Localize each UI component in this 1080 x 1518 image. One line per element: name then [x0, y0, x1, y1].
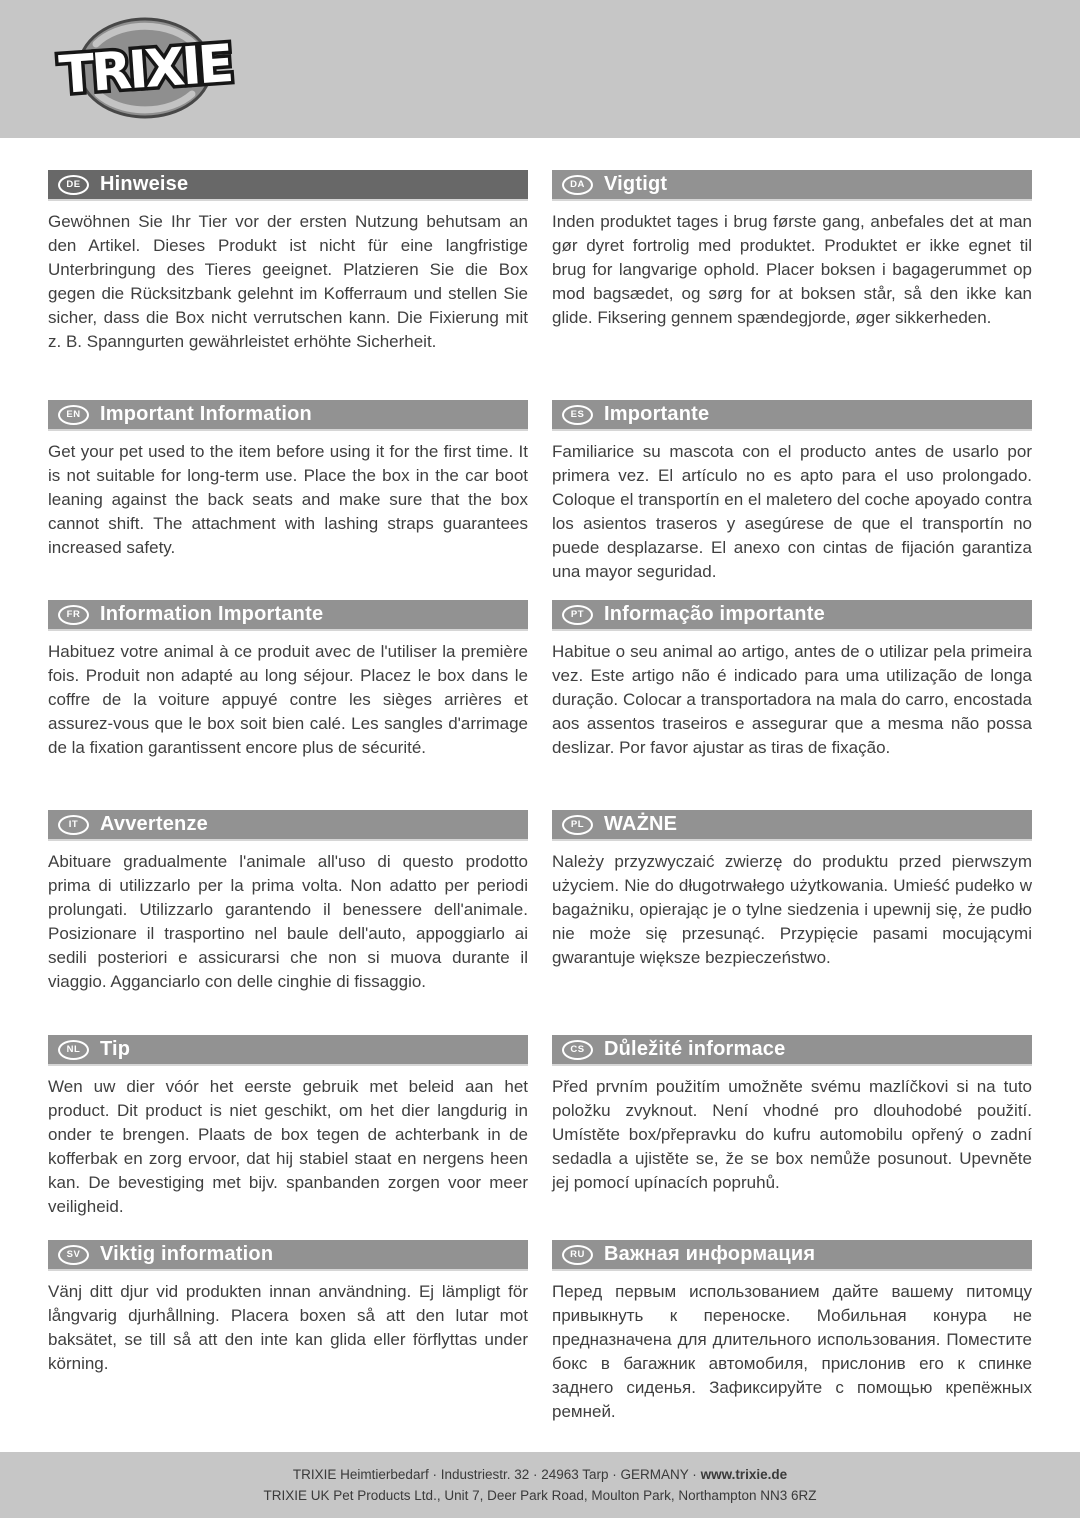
section-title-de: Hinweise — [100, 173, 189, 195]
header-band — [0, 0, 1080, 138]
language-badge-es-icon: ES — [562, 405, 593, 425]
content — [48, 138, 1032, 1452]
language-badge-da-icon: DA — [562, 175, 593, 195]
section-body-pt: Habitue o seu animal ao artigo, antes de o utilizar pela primeira vez. Este artigo não é indicado para uma utilização de longa duração. Colocar a transportadora na mala do carro, encostada aos assentos traseiros e assegurar que a mesma não possa deslizar. Por favor ajustar as tiras de fixação. — [552, 642, 1032, 757]
section-body-ru: Перед первым использованием дайте вашему питомцу привыкнуть к переноске. Мобильная конура не предназначена для длительного использования. Поместите бокс в багажник автомобиля, прислонив его к спинке заднего сиденья. Зафиксируйте с помощью крепёжных ремней. — [552, 1282, 1032, 1421]
footer-website: www.trixie.de — [700, 1466, 788, 1482]
section-header-cs — [552, 1035, 1032, 1066]
row-sv-ru — [48, 1240, 1032, 1452]
section-cs — [552, 1035, 1032, 1195]
row-de-da — [48, 170, 1032, 400]
section-da — [552, 170, 1032, 330]
language-badge-ru-icon: RU — [562, 1245, 593, 1265]
language-badge-pl-icon: PL — [562, 815, 593, 835]
section-header-pl — [552, 810, 1032, 841]
footer-line-germany — [293, 1466, 787, 1484]
section-header-fr — [48, 600, 528, 631]
language-badge-sv-icon: SV — [58, 1245, 89, 1265]
section-title-pl: WAŻNE — [604, 813, 678, 835]
language-badge-cs-icon: CS — [562, 1040, 593, 1060]
section-pt — [552, 600, 1032, 760]
section-body-en: Get your pet used to the item before using it for the first time. It is not suitable for long-term use. Place the box in the car boot leaning against the back seats and make sure that the box cannot shift. The attachment with lashing straps guarantees increased safety. — [48, 442, 528, 557]
language-badge-en-icon: EN — [58, 405, 89, 425]
section-header-it — [48, 810, 528, 841]
row-fr-pt — [48, 600, 1032, 810]
section-title-es: Importante — [604, 403, 710, 425]
section-header-ru — [552, 1240, 1032, 1271]
section-title-ru: Важная информация — [604, 1243, 816, 1265]
section-header-sv — [48, 1240, 528, 1271]
section-title-da: Vigtigt — [604, 173, 668, 195]
section-es — [552, 400, 1032, 584]
language-badge-nl-icon: NL — [58, 1040, 89, 1060]
section-title-fr: Information Importante — [100, 603, 324, 625]
language-badge-it-icon: IT — [58, 815, 89, 835]
section-body-nl: Wen uw dier vóór het eerste gebruik met beleid aan het product. Dit product is niet geschikt, om het dier langdurig in onder te brengen. Plaats de box tegen de achterbank in de kofferbak en zorg ervoor, dat hij stabiel staat en nergens heen kan. De bevestiging met bijv. spanbanden zorgen voor meer veiligheid. — [48, 1077, 528, 1216]
section-body-pl: Należy przyzwyczaić zwierzę do produktu przed pierwszym użyciem. Nie do długotrwałego użytkowania. Umieść pudełko w bagażniku, opierając je o tylne siedzenia i upewnij się, że pudło nie może się przesunąć. Przypięcie pasami mocującymi gwarantuje większe bezpieczeństwo. — [552, 852, 1032, 967]
section-title-it: Avvertenze — [100, 813, 208, 835]
row-it-pl — [48, 810, 1032, 1035]
section-pl — [552, 810, 1032, 970]
section-de — [48, 170, 528, 354]
section-nl — [48, 1035, 528, 1219]
trixie-logo — [40, 10, 250, 128]
section-body-sv: Vänj ditt djur vid produkten innan användning. Ej lämpligt för långvarig djurhållning. Placera boxen så att den lutar mot baksätet, se till så att den inte kan glida eller förflyttas under körning. — [48, 1282, 528, 1373]
footer-address-de: TRIXIE Heimtierbedarf · Industriestr. 32 · 24963 Tarp · GERMANY · — [292, 1466, 701, 1482]
section-fr — [48, 600, 528, 760]
section-header-en — [48, 400, 528, 431]
language-badge-pt-icon: PT — [562, 605, 593, 625]
section-sv — [48, 1240, 528, 1376]
section-title-nl: Tip — [100, 1038, 131, 1060]
section-title-cs: Důležité informace — [604, 1038, 786, 1060]
language-badge-fr-icon: FR — [58, 605, 89, 625]
section-body-da: Inden produktet tages i brug første gang, anbefales det at man gør dyret fortrolig med produktet. Produktet er ikke egnet til brug for langvarige ophold. Placer boksen i bagagerummet op mod bagsædet, og sørg for at boksen står, så den ikke kan glide. Fiksering gennem spændegjorde, øger sikkerheden. — [552, 212, 1032, 327]
section-body-cs: Před prvním použitím umožněte svému mazlíčkovi si na tuto položku zvyknout. Není vhodné pro dlouhodobé použití. Umístěte box/přepravku do kufru automobilu opřený o zadní sedadla a ujistěte se, že se box nemůže posunout. Upevněte jej pomocí upínacích popruhů. — [552, 1077, 1032, 1192]
row-nl-cs — [48, 1035, 1032, 1240]
footer-line-uk: TRIXIE UK Pet Products Ltd., Unit 7, Deer Park Road, Moulton Park, Northampton NN3 6RZ — [263, 1487, 817, 1503]
section-body-es: Familiarice su mascota con el producto antes de usarlo por primera vez. El artículo no es apto para el uso prolongado. Coloque el transportín en el maletero del coche apoyado contra los asientos traseros y asegúrese de que el transportín no puede desplazarse. El anexo con cintas de fijación garantiza una mayor seguridad. — [552, 442, 1032, 581]
section-header-da — [552, 170, 1032, 201]
section-title-en: Important Information — [100, 403, 312, 425]
section-ru — [552, 1240, 1032, 1424]
section-title-pt: Informação importante — [604, 603, 825, 625]
section-title-sv: Viktig information — [100, 1243, 274, 1265]
section-header-es — [552, 400, 1032, 431]
section-body-fr: Habituez votre animal à ce produit avec de l'utiliser la première fois. Produit non adapté au long séjour. Placez le box dans le coffre de la voiture appuyé contre les sièges arrières et assurez-vous que le box soit bien calé. Les sangles d'arrimage de la fixation garantissent encore plus de sécurité. — [48, 642, 528, 757]
footer-band — [0, 1452, 1080, 1518]
section-header-pt — [552, 600, 1032, 631]
section-header-de — [48, 170, 528, 201]
section-header-nl — [48, 1035, 528, 1066]
language-badge-de-icon: DE — [58, 175, 89, 195]
row-en-es — [48, 400, 1032, 600]
section-en — [48, 400, 528, 560]
section-body-de: Gewöhnen Sie Ihr Tier vor der ersten Nutzung behutsam an den Artikel. Dieses Produkt ist nicht für eine langfristige Unterbringung des Tieres geeignet. Platzieren Sie die Box gegen die Rücksitzbank gelehnt im Kofferraum und stellen Sie sicher, dass die Box nicht verrutschen kann. Die Fixierung mit z. B. Spanngurten gewährleistet erhöhte Sicherheit. — [48, 212, 528, 351]
brand-wordmark: TRIXIE — [57, 34, 233, 106]
section-body-it: Abituare gradualmente l'animale all'uso di questo prodotto prima di utilizzarlo per la prima volta. Non adatto per periodi prolungati. Utilizzarlo garantendo il benessere dell'animale. Posizionare il trasportino nel baule dell'auto, appoggiarlo ai sedili posteriori e assicurarsi che non si muova durante il viaggio. Agganciarlo con delle cinghie di fissaggio. — [48, 852, 528, 991]
section-it — [48, 810, 528, 994]
